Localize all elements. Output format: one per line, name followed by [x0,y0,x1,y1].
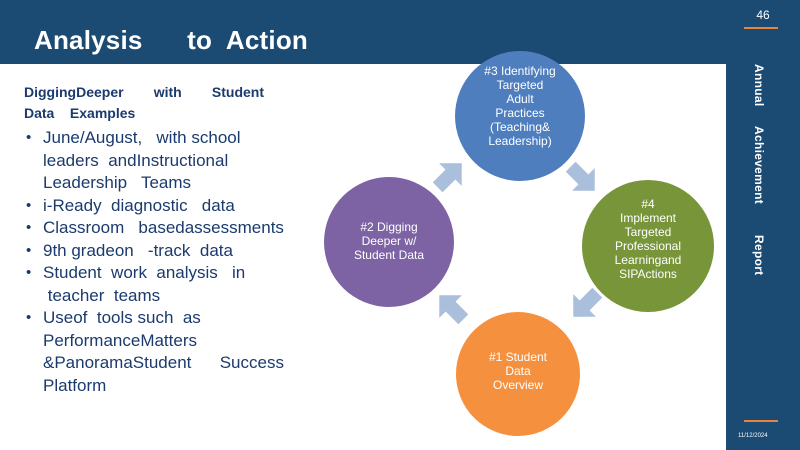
heading-line-2: Data Examples [24,105,136,121]
cycle-arrow-icon [559,155,606,202]
bullet-item [24,240,309,263]
bullet-dot: • [26,309,32,326]
bullet-dot: • [26,129,32,146]
circle-step2-text [334,220,444,262]
bullet-line: Classroom basedassessments [43,218,284,237]
examples-list [24,127,309,397]
bullet-dot: • [26,219,32,236]
bullet-item [24,307,309,397]
side-label-annual: Annual [752,64,766,107]
bullet-line: June/August, with school [43,128,241,147]
bullet-dot: • [26,264,32,281]
bullet-line: i-Ready diagnostic data [43,195,235,215]
circle-text-line: #1 Student [488,350,548,364]
circle-step1-text [463,350,573,392]
slide-title: Analysis to Action [34,25,308,55]
section-heading [24,82,264,124]
bullet-line: Useof tools such as [43,308,201,327]
bullet-line: Leadership Teams [43,173,192,192]
circle-text-line: Adult [506,92,534,106]
circle-text-line: Practices [495,106,545,120]
circle-text-line: #2 Digging [360,220,418,234]
bullet-line: Platform [43,375,107,395]
bullet-line: teacher teams [43,285,161,305]
circle-text-line: #3 Identifying [484,64,556,78]
circle-text-line: #4 [641,197,655,211]
heading-word: with [153,84,182,100]
cycle-arrow-icon [428,284,475,331]
bullet-line: leaders andInstructional [43,150,229,170]
circle-text-line: Data [505,364,531,378]
circle-text-line: Professional [614,239,682,253]
circle-text-line: Targeted [496,78,544,92]
circle-text-line: Student Data [353,248,425,262]
heading-word: Student [211,84,264,100]
bullet-line: 9th gradeon -track data [43,240,233,260]
bullet-line: Student work analysis in [43,263,246,282]
circle-text-line: Deeper w/ [361,234,417,248]
heading-word: DiggingDeeper [24,84,124,100]
bullet-line: &PanoramaStudent Success [43,353,284,372]
slide-date: 11/12/2024 [738,433,768,439]
top-accent-line [744,27,778,29]
bottom-accent-line [744,420,778,422]
circle-text-line: Implement [619,211,677,225]
circle-text-line: SIPActions [619,267,677,281]
bullet-item [24,217,309,240]
circle-step4-text [588,197,708,281]
circle-text-line: Leadership) [488,134,552,148]
bullet-item [24,127,309,195]
side-label-report: Report [752,235,766,276]
bullet-item [24,262,309,307]
circle-text-line: (Teaching& [489,120,551,134]
bullet-dot: • [26,241,32,259]
circle-text-line: Overview [492,378,543,392]
bullet-item [24,195,309,218]
page-number: 46 [756,8,770,22]
side-label-achievement: Achievement [752,126,766,204]
cycle-arrow-icon [426,152,473,199]
circle-text-line: Targeted [624,225,672,239]
bullet-dot: • [26,196,32,214]
circle-text-line: Learningand [614,253,682,267]
circle-step3-text [455,64,585,148]
bullet-line: PerformanceMatters [43,330,197,350]
